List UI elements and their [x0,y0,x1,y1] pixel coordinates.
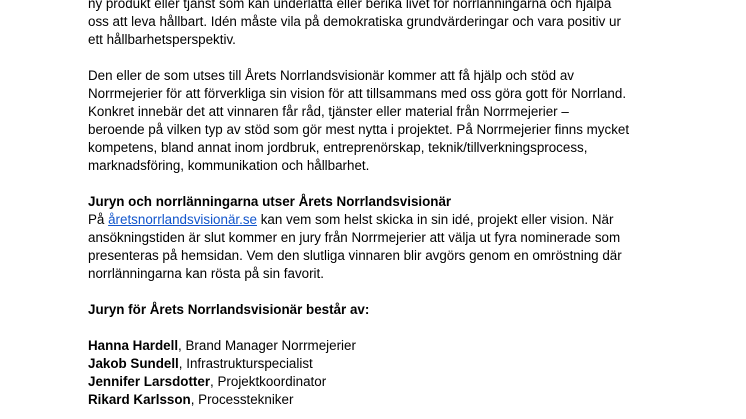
jury-member [88,355,708,373]
text-line: beroende på vilken typ av stöd som gör mest nytta i projektet. På Norrmejerier finns mycket [88,122,630,137]
text-fragment: På [88,212,109,227]
jury-member-role: , Processtekniker [190,392,294,407]
text-fragment: kan vem som helst skicka in sin idé, projekt eller vision. När [256,212,614,227]
paragraph-idea-requirements [88,0,708,49]
paragraph-gap [88,49,708,67]
text-line: marknadsföring, kommunikation och hållbarhet. [88,158,370,173]
jury-member [88,391,708,409]
website-link[interactable]: åretsnorrlandsvisionär.se [108,212,257,227]
text-line: Konkret innebär det att vinnaren får råd, tjänster eller material från Norrmejerier – [88,104,569,119]
text-line: Norrmejerier för att förverkliga sin vision för att tillsammans med oss göra gott för Norrland. [88,86,627,101]
jury-member-role: , Brand Manager Norrmejerier [178,338,356,353]
text-line-with-link [88,211,708,229]
text-line: Den eller de som utses till Årets Norrlandsvisionär kommer att få hjälp och stöd av [88,68,574,83]
section-jury-members [88,301,708,409]
jury-member-role: , Projektkoordinator [210,374,327,389]
jury-member-name: Jakob Sundell [88,356,179,371]
document-body [88,0,708,409]
section-heading: Juryn och norrlänningarna utser Årets Norrlandsvisionär [88,194,452,209]
paragraph-winner-support [88,67,708,175]
jury-member [88,337,708,355]
jury-member-name: Jennifer Larsdotter [88,374,211,389]
text-line: norrlänningarna kan rösta på sin favorit. [88,266,324,281]
section-jury-and-public [88,193,708,283]
jury-member-name: Hanna Hardell [88,338,179,353]
text-line: presenteras på hemsidan. Vem den slutliga vinnaren blir avgörs genom en omröstning där [88,248,622,263]
paragraph-gap [88,283,708,301]
jury-member-name: Rikard Karlsson [88,392,191,407]
jury-member-role: , Infrastrukturspecialist [178,356,313,371]
jury-member [88,373,708,391]
text-line: ansökningstiden är slut kommer en jury från Norrmejerier att välja ut fyra nominerade som [88,230,621,245]
section-heading: Juryn för Årets Norrlandsvisionär består av: [88,302,370,317]
text-line: kompetens, bland annat inom jordbruk, entreprenörskap, teknik/tillverkningsprocess, [88,140,588,155]
text-line: ett hållbarhetsperspektiv. [88,32,236,47]
paragraph-gap [88,319,708,337]
text-line: oss att leva hållbart. Idén måste vila på demokratiska grundvärderingar och vara positiv ur [88,14,621,29]
paragraph-gap [88,175,708,193]
text-line: ny produkt eller tjänst som kan underlätta eller berika livet för norrlänningarna och hjälpa [88,0,612,11]
